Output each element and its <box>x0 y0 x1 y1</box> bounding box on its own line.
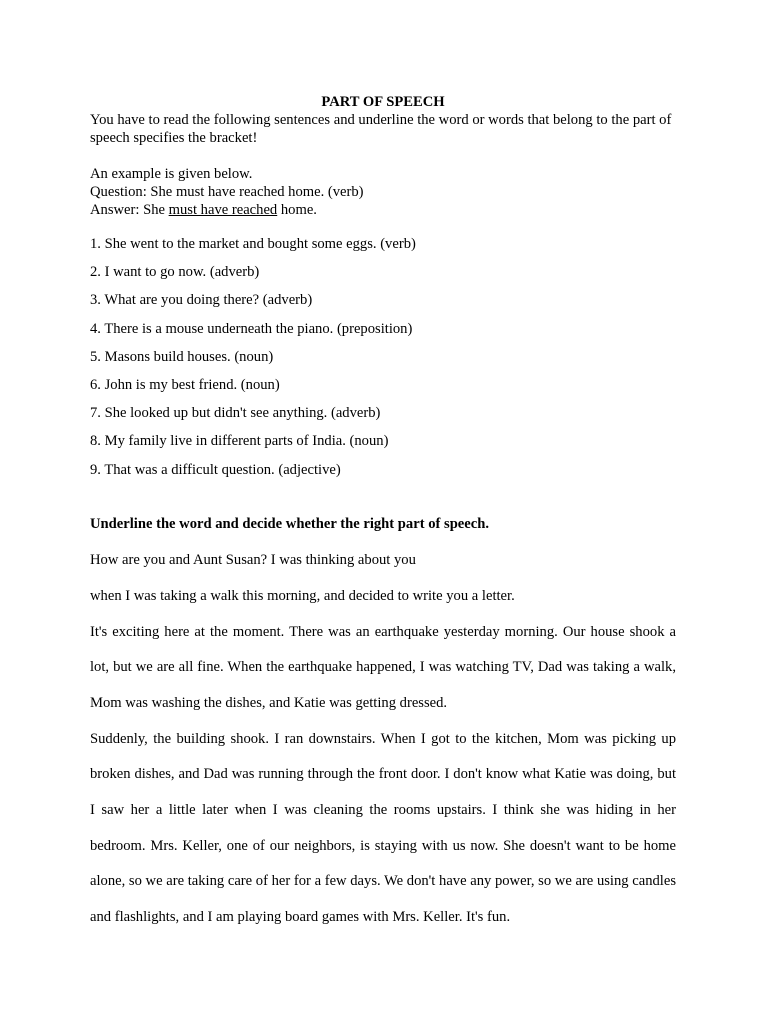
example-answer-suffix: home. <box>277 202 317 218</box>
example-answer-underlined: must have reached <box>168 202 278 218</box>
page-title: PART OF SPEECH <box>321 94 445 110</box>
example-answer <box>90 201 676 219</box>
story-paragraph-1: It's exciting here at the moment. There was an earthquake yesterday morning. Our house shook a lot, but we are all fine. When the earthquake happened, I was watching TV, Dad was taking a walk, Mom was washing the dishes, and Katie was getting dressed. <box>90 623 676 711</box>
section-heading: Underline the word and decide whether the right part of speech. <box>90 515 490 532</box>
question-item: 5. Masons build houses. (noun) <box>90 348 274 365</box>
story-paragraph-2: Suddenly, the building shook. I ran downstairs. When I got to the kitchen, Mom was picking up broken dishes, and Dad was running through the front door. I don't know what Katie was doing, but I saw her a little later when I was cleaning the rooms upstairs. I think she was hiding in her bedroom. Mrs. Keller, one of our neighbors, is staying with us now. She doesn't want to be home alone, so we are taking care of her for a few days. We don't have any power, so we are using candles and flashlights, and I am playing board games with Mrs. Keller. It's fun. <box>90 730 676 926</box>
question-item: 4. There is a mouse underneath the piano. (preposition) <box>90 320 413 337</box>
question-item: 2. I want to go now. (adverb) <box>90 264 260 281</box>
story-line-2: when I was taking a walk this morning, and decided to write you a letter. <box>90 587 515 604</box>
question-item: 6. John is my best friend. (noun) <box>90 376 280 393</box>
question-item: 1. She went to the market and bought some eggs. (verb) <box>90 236 416 252</box>
example-question: Question: She must have reached home. (verb) <box>90 184 364 200</box>
question-item: 3. What are you doing there? (adverb) <box>90 292 313 309</box>
example-block <box>90 165 676 219</box>
example-answer-prefix: Answer: She <box>90 202 169 218</box>
example-intro: An example is given below. <box>90 166 253 182</box>
question-list <box>90 235 676 479</box>
question-item: 8. My family live in different parts of India. (noun) <box>90 433 389 450</box>
document-page <box>90 93 676 936</box>
question-item: 7. She looked up but didn't see anything. (adverb) <box>90 405 381 422</box>
question-item: 9. That was a difficult question. (adjective) <box>90 461 341 478</box>
instructions-text: You have to read the following sentences and underline the word or words that belong to the part of speech specifies the bracket! <box>90 112 672 146</box>
story-line-1: How are you and Aunt Susan? I was thinking about you <box>90 551 416 568</box>
